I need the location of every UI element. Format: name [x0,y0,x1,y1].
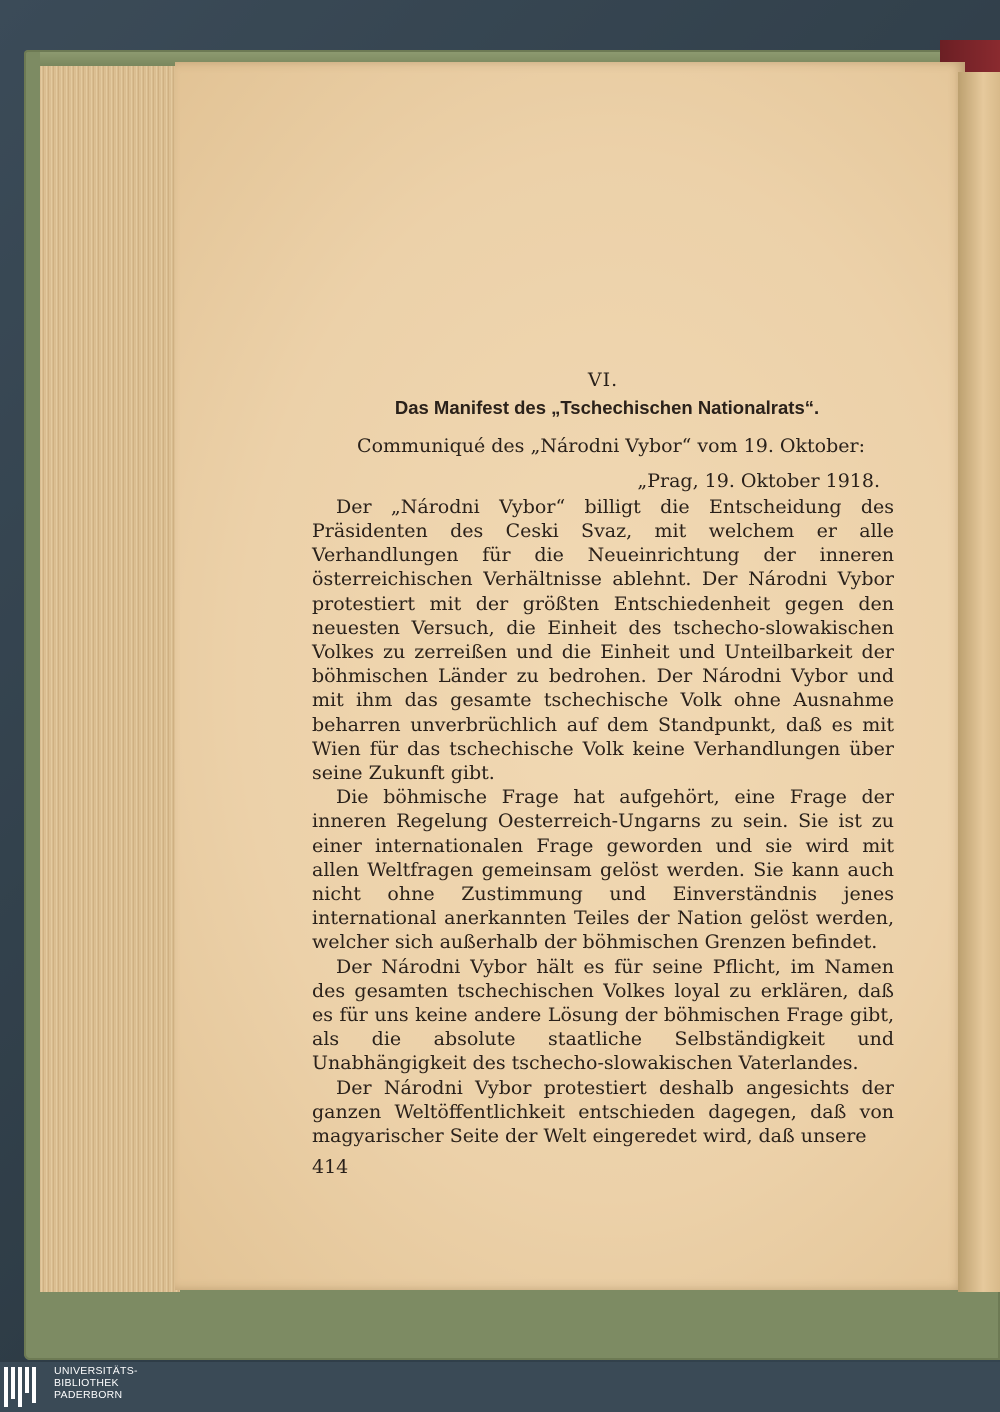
page-gutter [958,72,1000,1292]
library-footer [0,1362,1000,1412]
paragraph: Die böhmische Frage hat aufgehört, eine Frage der inneren Regelung Oesterreich-Ungarns zu sein. Sie ist zu einer internationalen Frage geworden und sie wird mit allen Weltfragen gemeinsam gelöst werden. Sie kann auch nicht ohne Zustimmung und Einverständnis jenes international anerkannten Teiles der Nation gelöst werden, welcher sich außerhalb der böhmischen Grenzen befindet. [312,786,894,954]
page-text-block [312,360,894,1148]
chapter-heading: Das Manifest des „Tschechischen Nationalrats“. [394,397,820,419]
library-name-line: UNIVERSITÄTS- [54,1365,138,1377]
page-number: 414 [312,1156,349,1178]
chapter-number: VI. [587,369,619,391]
library-name-line: BIBLIOTHEK [54,1377,119,1389]
paragraph: Der „Národni Vybor“ billigt die Entscheidung des Präsidenten des Ceski Svaz, mit welchem er alle Verhandlungen für die Neueinrichtung der inneren österreichischen Verhältnisse ablehnt. Der Národni Vybor protestiert mit der größten Entschiedenheit gegen den neuesten Versuch, die Einheit des tschecho-slowakischen Volkes zu zerreißen und die Einheit und Unteilbarkeit der böhmischen Länder zu bedrohen. Der Národni Vybor und mit ihm das gesamte tschechische Volk ohne Ausnahme beharren unverbrüchlich auf dem Standpunkt, daß es mit Wien für das tschechische Volk keine Verhandlungen über seine Zukunft gibt. [312,495,894,785]
library-name [54,1365,138,1401]
library-name-line: PADERBORN [54,1389,123,1401]
paragraph: Der Národni Vybor protestiert deshalb angesichts der ganzen Weltöffentlichkeit entschieden dagegen, daß von magyarischer Seite der Welt eingeredet wird, daß unsere [312,1076,894,1148]
communique-line: Communiqué des „Národni Vybor“ vom 19. Oktober: [357,435,865,458]
library-logo-icon [4,1367,40,1407]
dateline: „Prag, 19. Oktober 1918. [637,469,880,492]
paragraph: Der Národni Vybor hält es für seine Pflicht, im Namen des gesamten tschechischen Volkes loyal zu erklären, daß es für uns keine andere Lösung der böhmischen Frage gibt, als die absolute staatliche Selbständigkeit und Unabhängigkeit des tschecho-slowakischen Vaterlandes. [312,955,894,1075]
page-edges [40,66,180,1292]
